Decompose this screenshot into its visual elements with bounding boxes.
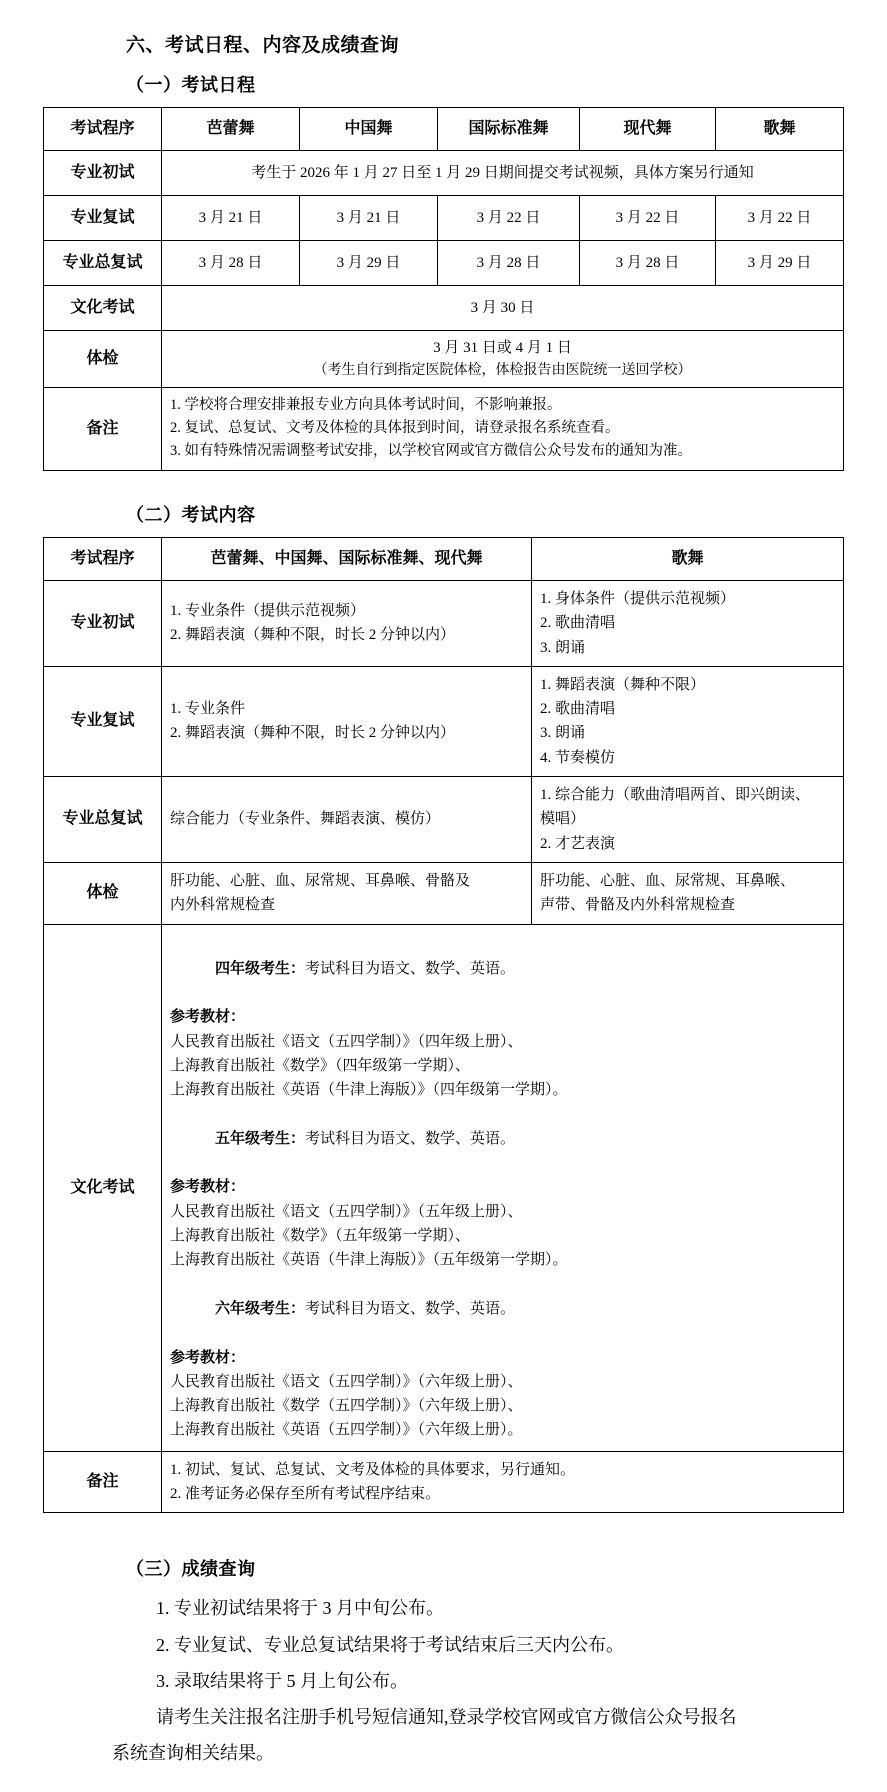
content-prelim-dance-line-1: 1. 专业条件（提供示范视频） (170, 603, 366, 620)
schedule-header-program: 考试程序 (44, 108, 162, 151)
culture-group-grade4-title (170, 933, 835, 1006)
content-medical-dance-line-2: 内外科常规检查 (170, 897, 276, 914)
schedule-row-label-second: 专业复试 (44, 196, 162, 241)
content-remark-label: 备注 (44, 1451, 162, 1513)
schedule-cell-final-ballet: 3 月 28 日 (162, 241, 300, 286)
schedule-row-value-prelim: 考生于 2026 年 1 月 27 日至 1 月 29 日期间提交考试视频，具体方案另行通知 (162, 151, 844, 196)
schedule-row-label-final: 专业总复试 (44, 241, 162, 286)
culture-grade6-book-3: 上海教育出版社《英语（五四学制）》（六年级上册）。 (170, 1422, 523, 1439)
content-cell-final-songdance (532, 777, 844, 863)
medical-note: （考生自行到指定医院体检，体检报告由医院统一送回学校） (313, 362, 692, 378)
content-row-label-second: 专业复试 (44, 666, 162, 776)
schedule-cell-second-songdance: 3 月 22 日 (716, 196, 844, 241)
content-header-song-dance: 歌舞 (532, 537, 844, 580)
content-final-dance-line-1: 综合能力（专业条件、舞蹈表演、模仿） (170, 811, 441, 828)
culture-grade5-book-2: 上海教育出版社《数学》（五年级第一学期）、 (170, 1228, 471, 1245)
table-row (44, 924, 844, 1451)
content-second-songdance-line-2: 2. 歌曲清唱 (540, 701, 616, 718)
culture-grade4-subjects: 考试科目为语文、数学、英语。 (305, 960, 516, 977)
culture-grade5-book-3: 上海教育出版社《英语（牛津上海版）》（五年级第一学期）。 (170, 1252, 568, 1269)
culture-grade4-book-1: 人民教育出版社《语文（五四学制）》（四年级上册）、 (170, 1033, 523, 1050)
culture-grade5-book-1: 人民教育出版社《语文（五四学制）》（五年级上册）、 (170, 1203, 523, 1220)
section-heading: 六、考试日程、内容及成绩查询 (126, 35, 400, 56)
schedule-cell-final-songdance: 3 月 29 日 (716, 241, 844, 286)
culture-grade5-label: 五年级考生： (215, 1130, 306, 1147)
culture-group-grade6-title (170, 1273, 835, 1346)
schedule-cell-final-ballroom: 3 月 28 日 (438, 241, 580, 286)
table-row (44, 286, 844, 331)
schedule-cell-second-modern: 3 月 22 日 (580, 196, 716, 241)
content-second-songdance-line-3: 3. 朗诵 (540, 725, 586, 742)
schedule-header-chinese-dance: 中国舞 (300, 108, 438, 151)
results-note-line-1: 请考生关注报名注册手机号短信通知,登录学校官网或官方微信公众号报名 (156, 1706, 737, 1727)
content-cell-second-songdance (532, 666, 844, 776)
culture-grade4-book-3: 上海教育出版社《英语（牛津上海版）》（四年级第一学期）。 (170, 1082, 568, 1099)
schedule-remark-line-3: 3. 如有特殊情况需调整考试安排，以学校官网或官方微信公众号发布的通知为准。 (170, 443, 692, 460)
medical-date: 3 月 31 日或 4 月 1 日 (433, 340, 572, 356)
content-row-label-final: 专业总复试 (44, 777, 162, 863)
subsection-heading-schedule: （一）考试日程 (126, 75, 256, 95)
culture-grade6-book-2: 上海教育出版社《数学（五四学制）》（六年级上册）、 (170, 1398, 523, 1415)
content-remark-line-1: 1. 初试、复试、总复试、文考及体检的具体要求，另行通知。 (170, 1461, 576, 1478)
content-header-dance-majors: 芭蕾舞、中国舞、国际标准舞、现代舞 (162, 537, 532, 580)
culture-grade5-materials-label: 参考教材： (170, 1179, 246, 1196)
table-row (44, 580, 844, 666)
culture-grade6-book-1: 人民教育出版社《语文（五四学制）》（六年级上册）、 (170, 1373, 523, 1390)
content-second-songdance-line-1: 1. 舞蹈表演（舞种不限） (540, 676, 706, 693)
content-row-label-culture: 文化考试 (44, 924, 162, 1451)
table-row (44, 241, 844, 286)
schedule-row-value-medical (162, 331, 844, 388)
schedule-row-label-medical: 体检 (44, 331, 162, 388)
culture-grade6-subjects: 考试科目为语文、数学、英语。 (305, 1300, 516, 1317)
table-row (44, 331, 844, 388)
content-row-label-medical: 体检 (44, 862, 162, 924)
results-item-3: 3. 录取结果将于 5 月上旬公布。 (156, 1670, 408, 1691)
content-cell-medical-songdance (532, 862, 844, 924)
results-item-1: 1. 专业初试结果将于 3 月中旬公布。 (156, 1598, 444, 1619)
results-item-2: 2. 专业复试、专业总复试结果将于考试结束后三天内公布。 (156, 1634, 624, 1655)
culture-grade4-label: 四年级考生： (215, 960, 306, 977)
content-cell-medical-dance (162, 862, 532, 924)
content-cell-prelim-dance (162, 580, 532, 666)
schedule-header-ballet: 芭蕾舞 (162, 108, 300, 151)
content-final-songdance-line-1: 1. 综合能力（歌曲清唱两首、即兴朗读、 (540, 787, 811, 804)
content-remark-line-2: 2. 准考证务必保存至所有考试程序结束。 (170, 1486, 441, 1503)
table-row (44, 1451, 844, 1513)
content-cell-final-dance (162, 777, 532, 863)
content-cell-prelim-songdance (532, 580, 844, 666)
content-final-songdance-line-3: 2. 才艺表演 (540, 835, 616, 852)
schedule-cell-second-chinese: 3 月 21 日 (300, 196, 438, 241)
results-note-line-2: 系统查询相关结果。 (112, 1743, 274, 1764)
schedule-row-label-culture: 文化考试 (44, 286, 162, 331)
schedule-remark-value (162, 387, 844, 470)
exam-content-table (43, 537, 844, 1513)
schedule-header-song-dance: 歌舞 (716, 108, 844, 151)
table-row (44, 777, 844, 863)
schedule-cell-final-chinese: 3 月 29 日 (300, 241, 438, 286)
content-remark-value (162, 1451, 844, 1513)
schedule-row-value-culture: 3 月 30 日 (162, 286, 844, 331)
content-second-dance-line-2: 2. 舞蹈表演（舞种不限，时长 2 分钟以内） (170, 725, 456, 742)
content-prelim-songdance-line-3: 3. 朗诵 (540, 639, 586, 656)
culture-grade6-label: 六年级考生： (215, 1300, 306, 1317)
content-prelim-dance-line-2: 2. 舞蹈表演（舞种不限，时长 2 分钟以内） (170, 627, 456, 644)
content-medical-songdance-line-2: 声带、骨骼及内外科常规检查 (540, 897, 736, 914)
subsection-heading-content: （二）考试内容 (126, 504, 256, 525)
table-row (44, 666, 844, 776)
content-prelim-songdance-line-2: 2. 歌曲清唱 (540, 615, 616, 632)
culture-grade5-subjects: 考试科目为语文、数学、英语。 (305, 1130, 516, 1147)
table-row (44, 196, 844, 241)
schedule-remark-label: 备注 (44, 387, 162, 470)
content-cell-culture (162, 924, 844, 1451)
table-row (44, 151, 844, 196)
schedule-cell-final-modern: 3 月 28 日 (580, 241, 716, 286)
subsection-heading-results: （三）成绩查询 (126, 1559, 256, 1580)
table-row (44, 387, 844, 470)
culture-grade6-materials-label: 参考教材： (170, 1349, 246, 1366)
schedule-row-label-prelim: 专业初试 (44, 151, 162, 196)
content-second-songdance-line-4: 4. 节奏模仿 (540, 749, 616, 766)
schedule-remark-line-2: 2. 复试、总复试、文考及体检的具体报到时间，请登录报名系统查看。 (170, 419, 620, 436)
exam-schedule-table (43, 107, 844, 471)
schedule-cell-second-ballet: 3 月 21 日 (162, 196, 300, 241)
schedule-header-ballroom: 国际标准舞 (438, 108, 580, 151)
culture-group-grade5-title (170, 1103, 835, 1176)
content-second-dance-line-1: 1. 专业条件 (170, 701, 246, 718)
content-cell-second-dance (162, 666, 532, 776)
schedule-remark-line-1: 1. 学校将合理安排兼报专业方向具体考试时间，不影响兼报。 (170, 396, 562, 413)
content-final-songdance-line-2: 模唱） (540, 811, 586, 828)
content-header-program: 考试程序 (44, 537, 162, 580)
culture-grade4-book-2: 上海教育出版社《数学》（四年级第一学期）、 (170, 1058, 471, 1074)
content-medical-songdance-line-1: 肝功能、心脏、血、尿常规、耳鼻喉、 (540, 872, 796, 889)
content-medical-dance-line-1: 肝功能、心脏、血、尿常规、耳鼻喉、骨骼及 (170, 872, 471, 889)
table-row-header (44, 108, 844, 151)
table-row-header (44, 537, 844, 580)
schedule-cell-second-ballroom: 3 月 22 日 (438, 196, 580, 241)
culture-grade4-materials-label: 参考教材： (170, 1009, 246, 1026)
table-row (44, 862, 844, 924)
schedule-header-modern-dance: 现代舞 (580, 108, 716, 151)
content-prelim-songdance-line-1: 1. 身体条件（提供示范视频） (540, 590, 736, 607)
content-row-label-prelim: 专业初试 (44, 580, 162, 666)
